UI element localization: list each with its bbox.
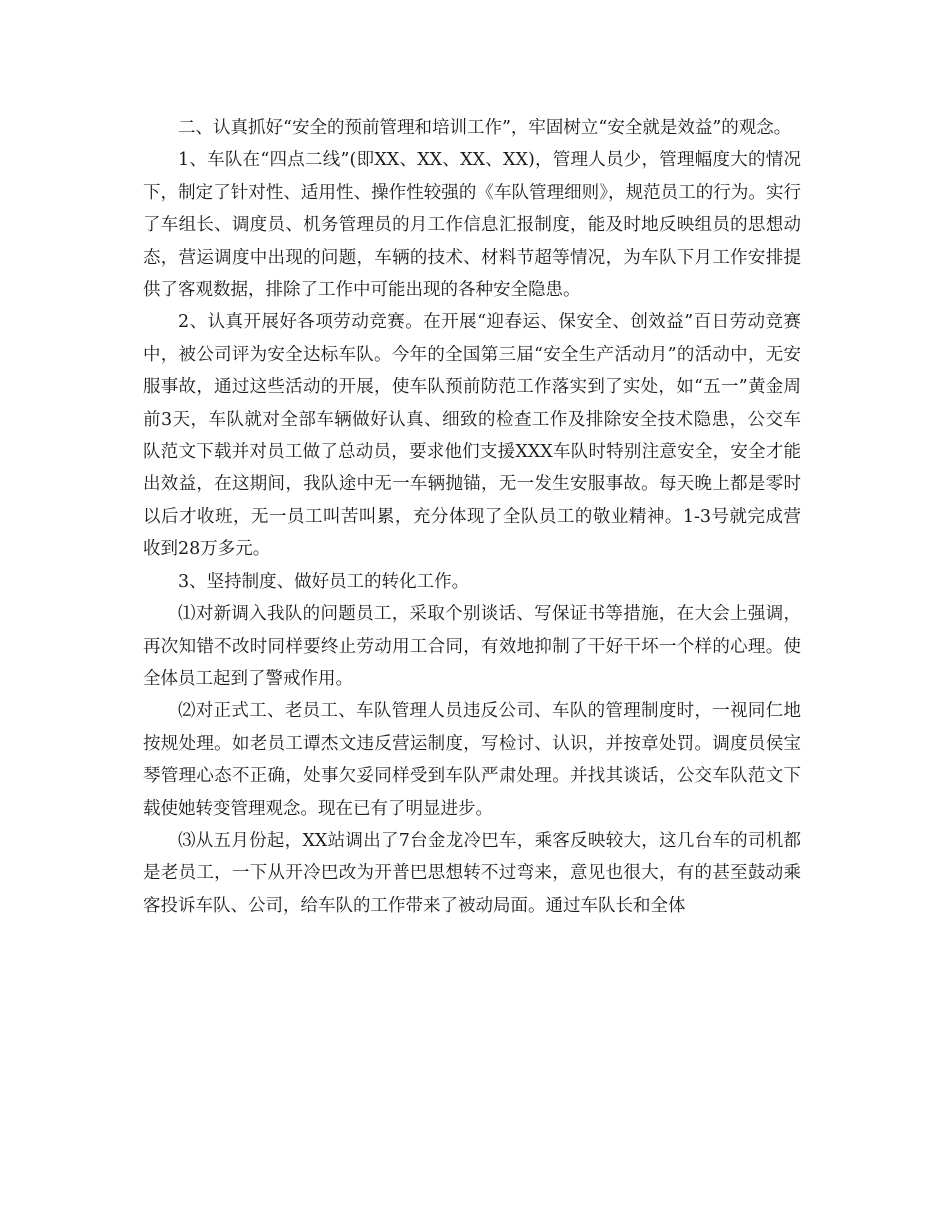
paragraph-section-two: 二、认真抓好“安全的预前管理和培训工作”，牢固树立“安全就是效益”的观念。 (178, 118, 792, 138)
document-page (143, 112, 801, 922)
paragraph-item-2: 2、认真开展好各项劳动竞赛。在开展“迎春运、保安全、创效益”百日劳动竞赛中，被公司评为安全达标车队。今年的全国第三届“安全生产活动月”的活动中，无安服事故，通过这些活动的开展，使车队预前防范工作落实到了实处，如“五一”黄金周前3天，车队就对全部车辆做好认真、细致的检查工作及排除安全技术隐患，公交车队范文下载并对员工做了总动员，要求他们支援XXX车队时特别注意安全，安全才能出效益，在这期间，我队途中无一车辆抛锚，无一发生安服事故。每天晚上都是零时以后才收班，无一员工叫苦叫累，充分体现了全队员工的敬业精神。1-3号就完成营收到28万多元。 (143, 312, 801, 560)
paragraph-sub-3: ⑶从五月份起，XX站调出了7台金龙冷巴车，乘客反映较大，这几台车的司机都是老员工，一下从开冷巴改为开普巴思想转不过弯来，意见也很大，有的甚至鼓动乘客投诉车队、公司，给车队的工作带来了被动局面。通过车队长和全体 (143, 830, 801, 916)
paragraph-sub-1: ⑴对新调入我队的问题员工，采取个别谈话、写保证书等措施，在大会上强调，再次知错不改时同样要终止劳动用工合同，有效地抑制了干好干坏一个样的心理。使全体员工起到了警戒作用。 (143, 604, 801, 689)
paragraph-item-1: 1、车队在“四点二线”(即XX、XX、XX、XX)，管理人员少，管理幅度大的情况下，制定了针对性、适用性、操作性较强的《车队管理细则》，规范员工的行为。实行了车组长、调度员、机务管理员的月工作信息汇报制度，能及时地反映组员的思想动态，营运调度中出现的问题，车辆的技术、材料节超等情况，为车队下月工作安排提供了客观数据，排除了工作中可能出现的各种安全隐患。 (143, 150, 801, 301)
paragraph-sub-2: ⑵对正式工、老员工、车队管理人员违反公司、车队的管理制度时，一视同仁地按规处理。如老员工谭杰文违反营运制度，写检讨、认识，并按章处罚。调度员侯宝琴管理心态不正确，处事欠妥同样受到车队严肃处理。并找其谈话，公交车队范文下载使她转变管理观念。现在已有了明显进步。 (143, 701, 801, 819)
paragraph-item-3: 3、坚持制度、做好员工的转化工作。 (178, 571, 470, 592)
